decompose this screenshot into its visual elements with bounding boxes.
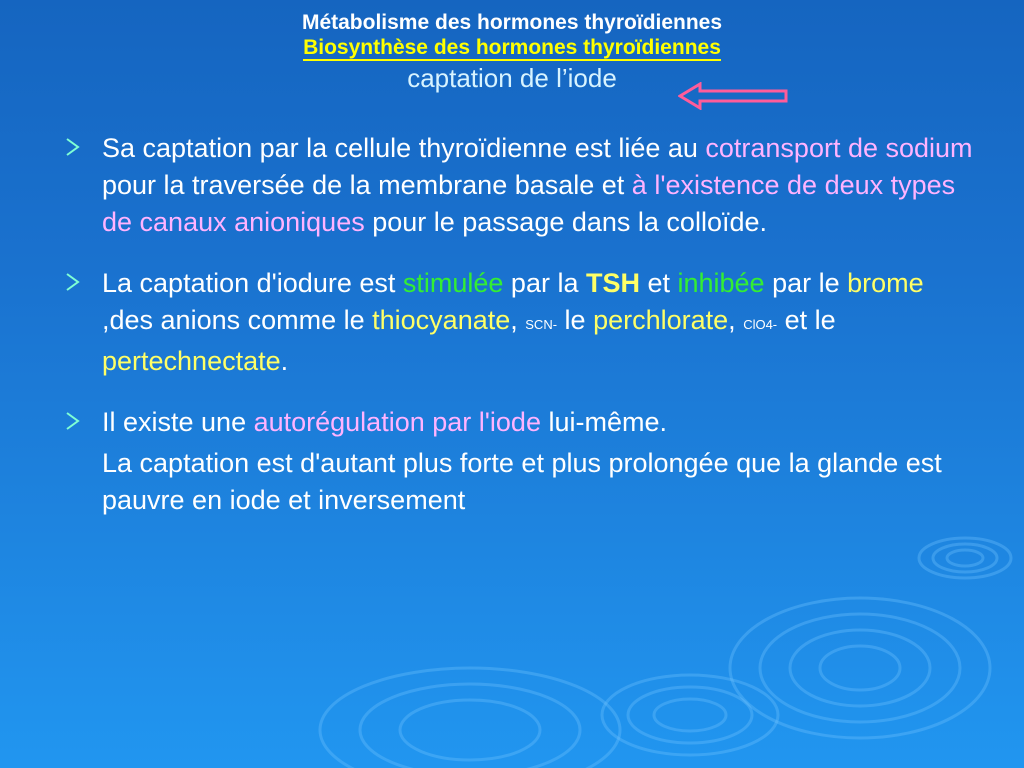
bullet-text-segment: par la <box>503 268 586 298</box>
bullet-text-segment: pour la traversée de la membrane basale et <box>102 170 632 200</box>
slide-subtitle-text: Biosynthèse des hormones thyroïdiennes <box>303 36 721 59</box>
bullet-text-segment: thiocyanate <box>372 305 511 335</box>
bullet-text-segment: ,des anions comme le <box>102 305 373 335</box>
chevron-right-icon <box>64 269 82 293</box>
slide-title: Métabolisme des hormones thyroïdiennes <box>301 11 723 34</box>
bullet-item <box>60 404 980 441</box>
chevron-right-icon <box>64 408 82 432</box>
bullet-text-segment: pertechnectate <box>102 346 281 376</box>
bullet-text-segment: et <box>639 268 678 298</box>
bullet-item <box>60 265 980 380</box>
bullet-text-segment: , <box>510 305 526 335</box>
bullet-text-segment: brome <box>847 268 924 298</box>
bullet-text-segment: , <box>728 305 744 335</box>
slide-subtitle <box>0 36 1024 60</box>
bullet-text-segment: pour le passage dans la colloïde. <box>364 207 767 237</box>
section-title: captation de l’iode <box>407 63 617 93</box>
bullet-item <box>60 130 980 241</box>
bullet-text-segment: inhibée <box>677 268 765 298</box>
slide-header <box>0 10 1024 96</box>
bullet-text-segment: le <box>557 305 594 335</box>
chevron-right-icon <box>64 134 82 158</box>
bullet-text-segment: lui-même. <box>540 407 667 437</box>
bullet-text-segment: autorégulation par l'iode <box>253 407 541 437</box>
bullet-text-segment: SCN- <box>525 317 558 332</box>
bullet-text-segment: ClO4- <box>743 317 778 332</box>
bullet-continuation: La captation est d'autant plus forte et plus prolongée que la glande est pauvre en iode et inversement <box>102 448 942 515</box>
bullet-text-segment: Il existe une <box>102 407 254 437</box>
bullet-text-segment: Sa captation par la cellule thyroïdienne est liée au <box>102 133 706 163</box>
bullet-text-segment: La captation d'iodure est <box>102 268 403 298</box>
bullet-text-segment: à l'existence de deux types de canaux anioniques <box>102 170 956 237</box>
bullet-text-segment: par le <box>764 268 848 298</box>
bullet-text-segment: et le <box>777 305 836 335</box>
bullet-list <box>60 130 980 519</box>
bullet-text-segment: stimulée <box>402 268 504 298</box>
left-arrow-icon <box>678 82 790 110</box>
bullet-text-segment: TSH <box>585 268 640 298</box>
bullet-text-segment: cotransport de sodium <box>705 133 973 163</box>
bullet-text-segment: perchlorate <box>593 305 729 335</box>
bullet-text-segment: . <box>280 346 289 376</box>
